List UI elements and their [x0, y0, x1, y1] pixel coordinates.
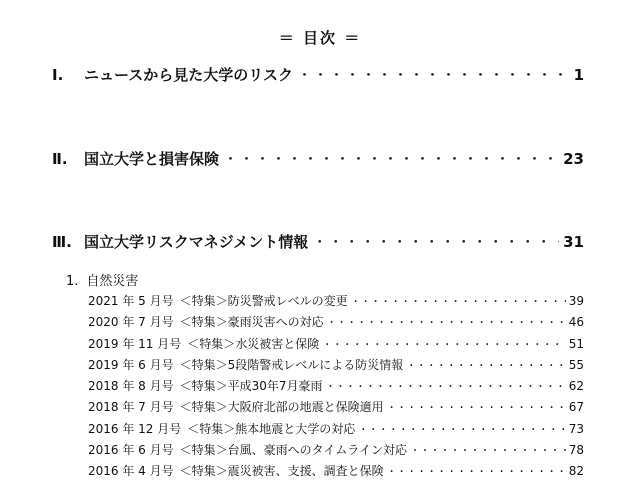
section-number: Ⅲ. [52, 233, 72, 251]
entry-tag: ＜特集＞ [179, 379, 228, 394]
dot-leader [410, 444, 566, 460]
entry-tag: ＜特集＞ [179, 315, 228, 330]
dot-leader [326, 380, 566, 396]
toc-entry-list [88, 293, 584, 485]
section-page-number: 31 [563, 233, 584, 251]
entry-topic: 豪雨災害への対応 [227, 315, 324, 330]
entry-date: 2019 年 6 月号 [88, 357, 174, 372]
subsection-label: 自然災害 [86, 274, 139, 289]
dot-leader [322, 338, 565, 354]
dot-leader [387, 465, 566, 481]
entry-date: 2018 年 7 月号 [88, 400, 174, 415]
entry-page-number: 51 [568, 336, 584, 351]
section-label: 国立大学と損害保険 [84, 150, 220, 168]
toc-section-3[interactable] [52, 233, 584, 251]
entry-page-number: 46 [568, 315, 584, 330]
section-number: Ⅰ. [52, 66, 64, 84]
entry-page-number: 73 [568, 421, 584, 436]
entry-page-number: 62 [568, 379, 584, 394]
toc-entry[interactable] [88, 293, 584, 314]
dot-leader [358, 423, 565, 439]
dot-leader [327, 316, 566, 332]
toc-entry[interactable] [88, 421, 584, 442]
entry-page-number: 78 [568, 443, 584, 458]
section-label: ニュースから見た大学のリスク [84, 66, 293, 84]
entry-date: 2021 年 5 月号 [88, 294, 174, 308]
entry-topic: 震災被害、支援、調査と保険 [227, 464, 384, 479]
toc-entry[interactable] [88, 463, 584, 484]
toc-entry[interactable] [88, 442, 584, 463]
entry-page-number: 39 [568, 294, 584, 308]
entry-page-number: 82 [568, 464, 584, 479]
entry-topic: 台風、豪雨へのタイムライン対応 [227, 443, 408, 458]
entry-date: 2019 年 11 月号 [88, 336, 182, 351]
dot-leader [297, 66, 570, 84]
entry-date: 2016 年 12 月号 [88, 421, 182, 436]
entry-topic: 大阪府北部の地震と保険適用 [227, 400, 384, 415]
entry-date: 2016 年 4 月号 [88, 464, 174, 479]
entry-topic: 防災警戒レベルの変更 [227, 294, 348, 308]
section-page-number: 1 [573, 66, 584, 84]
entry-page-number: 67 [568, 400, 584, 415]
dot-leader [387, 401, 566, 417]
subsection-number: 1. [66, 274, 79, 289]
entry-date: 2018 年 8 月号 [88, 379, 174, 394]
dot-leader [312, 233, 559, 251]
entry-date: 2016 年 6 月号 [88, 443, 174, 458]
dot-leader [223, 150, 559, 168]
section-number: Ⅱ. [52, 150, 68, 168]
entry-page-number: 55 [568, 357, 584, 372]
toc-entry[interactable] [88, 357, 584, 378]
subsection-heading [66, 274, 138, 290]
dot-leader [351, 295, 566, 311]
dot-leader [406, 359, 565, 375]
entry-date: 2020 年 7 月号 [88, 315, 174, 330]
entry-topic: 5段階警戒レベルによる防災情報 [227, 357, 404, 372]
entry-topic: 平成30年7月豪雨 [227, 379, 323, 394]
entry-topic: 水災被害と保険 [235, 336, 320, 351]
entry-tag: ＜特集＞ [187, 336, 236, 351]
toc-entry[interactable] [88, 378, 584, 399]
entry-tag: ＜特集＞ [179, 464, 228, 479]
entry-tag: ＜特集＞ [179, 294, 228, 308]
entry-tag: ＜特集＞ [179, 443, 228, 458]
entry-topic: 熊本地震と大学の対応 [235, 421, 356, 436]
entry-tag: ＜特集＞ [179, 400, 228, 415]
toc-entry[interactable] [88, 399, 584, 420]
toc-entry[interactable] [88, 336, 584, 357]
section-label: 国立大学リスクマネジメント情報 [84, 233, 309, 251]
section-page-number: 23 [563, 150, 584, 168]
entry-tag: ＜特集＞ [179, 357, 228, 372]
toc-title: ＝ 目次 ＝ [278, 29, 362, 47]
toc-section-2[interactable] [52, 150, 584, 168]
toc-entry[interactable] [88, 314, 584, 335]
toc-section-1[interactable] [52, 66, 584, 84]
entry-tag: ＜特集＞ [187, 421, 236, 436]
